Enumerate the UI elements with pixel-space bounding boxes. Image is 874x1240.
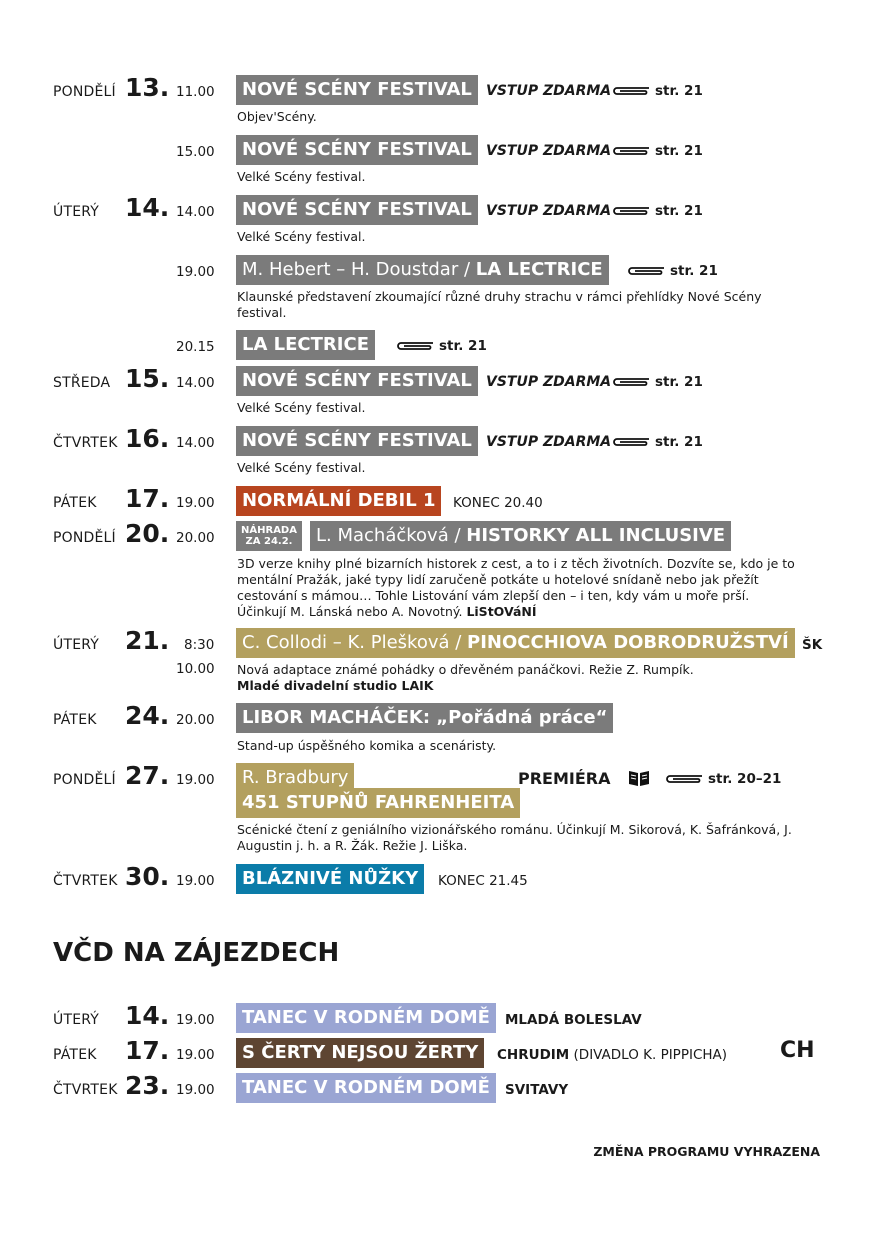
- date-number: 16.: [125, 424, 170, 453]
- date-number: 13.: [125, 73, 170, 102]
- event-author: C. Collodi – K. Plešková /: [242, 632, 468, 653]
- event-title: TANEC V RODNÉM DOMĚ: [236, 1073, 496, 1103]
- paperclip-icon: [664, 773, 704, 785]
- date-number: 14.: [125, 1001, 170, 1030]
- page-reference-text: str. 21: [655, 143, 703, 159]
- date-number: 24.: [125, 701, 170, 730]
- event-time: 19.00: [176, 772, 215, 788]
- event-time: 11.00: [176, 84, 215, 100]
- day-label: ÚTERÝ: [53, 637, 100, 653]
- paperclip-icon: [611, 85, 651, 97]
- event-time: 20.00: [176, 712, 215, 728]
- event-author: M. Hebert – H. Doustdar /: [242, 259, 476, 280]
- end-time-note: KONEC 21.45: [438, 873, 528, 889]
- end-time-note: KONEC 20.40: [453, 495, 543, 511]
- event-title-text: LA LECTRICE: [475, 259, 603, 280]
- event-description-text: 3D verze knihy plné bizarních historek z cest, a to i z těch životních. Dozvíte se, kdo je to mentální Pražák, jaké typy lidí zaručeně potkáte u hotelové snídaně nebo jak přežít cestování s mámou… Tohle Listování vám zlepší den – i ten, kdy vám u moře prší. Účinkují M. Lánská nebo A. Novotný.: [237, 556, 795, 619]
- paperclip-icon: [611, 376, 651, 388]
- event-title: LIBOR MACHÁČEK: „Pořádná práce“: [236, 703, 613, 733]
- day-label: PÁTEK: [53, 1047, 97, 1063]
- event-time: 19.00: [176, 1082, 215, 1098]
- page-reference-text: str. 21: [655, 434, 703, 450]
- day-label: PONDĚLÍ: [53, 772, 116, 788]
- tour-venue-city: CHRUDIM: [497, 1047, 570, 1063]
- day-label: PÁTEK: [53, 495, 97, 511]
- event-author: L. Macháčková /: [316, 525, 467, 546]
- event-description: Objev'Scény.: [237, 109, 317, 124]
- free-entry-label: VSTUP ZDARMA: [486, 434, 612, 450]
- page-reference-text: str. 21: [655, 374, 703, 390]
- paperclip-icon: [626, 265, 666, 277]
- free-entry-label: VSTUP ZDARMA: [486, 83, 612, 99]
- paperclip-icon: [395, 340, 435, 352]
- date-number: 14.: [125, 193, 170, 222]
- event-title: BLÁZNIVÉ NŮŽKY: [236, 864, 424, 894]
- event-title-text: HISTORKY ALL INCLUSIVE: [466, 525, 726, 546]
- tour-venue: [497, 1047, 727, 1063]
- page-reference-text: str. 21: [655, 203, 703, 219]
- page-reference: [611, 203, 703, 219]
- paperclip-icon: [611, 145, 651, 157]
- event-title: [236, 255, 609, 285]
- open-book-icon: [627, 768, 651, 788]
- day-label: ČTVRTEK: [53, 1082, 118, 1098]
- section-heading: VČD NA ZÁJEZDECH: [53, 938, 340, 968]
- event-description: [237, 556, 797, 620]
- page-reference: [664, 771, 781, 787]
- day-label: PONDĚLÍ: [53, 84, 116, 100]
- tour-venue-detail: (DIVADLO K. PIPPICHA): [569, 1047, 728, 1063]
- day-label: PÁTEK: [53, 712, 97, 728]
- free-entry-label: VSTUP ZDARMA: [486, 203, 612, 219]
- event-title: NOVÉ SCÉNY FESTIVAL: [236, 195, 478, 225]
- page-reference: [611, 143, 703, 159]
- footer-note: ZMĚNA PROGRAMU VYHRAZENA: [593, 1144, 820, 1159]
- premiere-label: PREMIÉRA: [518, 769, 611, 788]
- page-reference-text: str. 21: [670, 263, 718, 279]
- event-description: Nová adaptace známé pohádky o dřevěném panáčkovi. Režie Z. Rumpík.: [237, 662, 694, 677]
- day-label: ÚTERÝ: [53, 1012, 100, 1028]
- page-reference-text: str. 20–21: [708, 771, 782, 787]
- event-time: 14.00: [176, 435, 215, 451]
- paperclip-icon: [611, 205, 651, 217]
- event-time: 19.00: [176, 495, 215, 511]
- date-number: 27.: [125, 761, 170, 790]
- event-description: Velké Scény festival.: [237, 229, 366, 244]
- event-title: 451 STUPŇŮ FAHRENHEITA: [236, 788, 520, 818]
- event-title: NORMÁLNÍ DEBIL 1: [236, 486, 441, 516]
- event-title: TANEC V RODNÉM DOMĚ: [236, 1003, 496, 1033]
- event-time-second: 10.00: [176, 661, 215, 677]
- day-label: STŘEDA: [53, 375, 111, 391]
- school-tag: ŠK: [802, 637, 823, 653]
- page-reference: [611, 434, 703, 450]
- page-reference: [611, 83, 703, 99]
- event-title: [236, 628, 795, 658]
- page-reference: [395, 338, 487, 354]
- event-description-company: Mladé divadelní studio LAIK: [237, 678, 434, 693]
- date-number: 23.: [125, 1071, 170, 1100]
- date-number: 17.: [125, 1036, 170, 1065]
- tour-venue: MLADÁ BOLESLAV: [505, 1012, 642, 1028]
- page-reference-text: str. 21: [439, 338, 487, 354]
- date-number: 15.: [125, 364, 170, 393]
- date-number: 20.: [125, 519, 170, 548]
- event-title: [310, 521, 731, 551]
- event-description-company: LiStOVáNÍ: [466, 604, 537, 619]
- event-description: Velké Scény festival.: [237, 400, 366, 415]
- event-time: 14.00: [176, 375, 215, 391]
- free-entry-label: VSTUP ZDARMA: [486, 143, 612, 159]
- event-title: NOVÉ SCÉNY FESTIVAL: [236, 426, 478, 456]
- page-reference: [626, 263, 718, 279]
- event-title: NOVÉ SCÉNY FESTIVAL: [236, 75, 478, 105]
- date-number: 21.: [125, 626, 170, 655]
- event-description: Velké Scény festival.: [237, 169, 366, 184]
- event-title: LA LECTRICE: [236, 330, 375, 360]
- event-title: NOVÉ SCÉNY FESTIVAL: [236, 135, 478, 165]
- event-time: 19.00: [176, 264, 215, 280]
- page-reference-text: str. 21: [655, 83, 703, 99]
- event-title-text: PINOCCHIOVA DOBRODRUŽSTVÍ: [467, 632, 789, 653]
- day-label: PONDĚLÍ: [53, 530, 116, 546]
- event-time: 19.00: [176, 1047, 215, 1063]
- event-time: 20.00: [176, 530, 215, 546]
- date-number: 30.: [125, 862, 170, 891]
- event-title: NOVÉ SCÉNY FESTIVAL: [236, 366, 478, 396]
- venue-tag: CH: [780, 1038, 815, 1063]
- date-number: 17.: [125, 484, 170, 513]
- event-time: 15.00: [176, 144, 215, 160]
- event-description: Klaunské představení zkoumající různé druhy strachu v rámci přehlídky Nové Scény festival.: [237, 289, 762, 320]
- event-description: Stand-up úspěšného komika a scenáristy.: [237, 738, 497, 753]
- day-label: ČTVRTEK: [53, 873, 118, 889]
- event-time: 8:30: [184, 637, 215, 653]
- event-title: S ČERTY NEJSOU ŽERTY: [236, 1038, 484, 1068]
- day-label: ČTVRTEK: [53, 435, 118, 451]
- event-description: Scénické čtení z geniálního vizionářského románu. Účinkují M. Sikorová, K. Šafránková, J. Augustin j. h. a R. Žák. Režie J. Liška.: [237, 822, 792, 853]
- event-time: 20.15: [176, 339, 215, 355]
- free-entry-label: VSTUP ZDARMA: [486, 374, 612, 390]
- replacement-badge: NÁHRADA ZA 24.2.: [236, 521, 302, 551]
- event-author: R. Bradbury: [236, 763, 354, 793]
- day-label: ÚTERÝ: [53, 204, 100, 220]
- tour-venue: SVITAVY: [505, 1082, 569, 1098]
- event-time: 19.00: [176, 1012, 215, 1028]
- event-description: Velké Scény festival.: [237, 460, 366, 475]
- paperclip-icon: [611, 436, 651, 448]
- page-reference: [611, 374, 703, 390]
- event-time: 14.00: [176, 204, 215, 220]
- event-time: 19.00: [176, 873, 215, 889]
